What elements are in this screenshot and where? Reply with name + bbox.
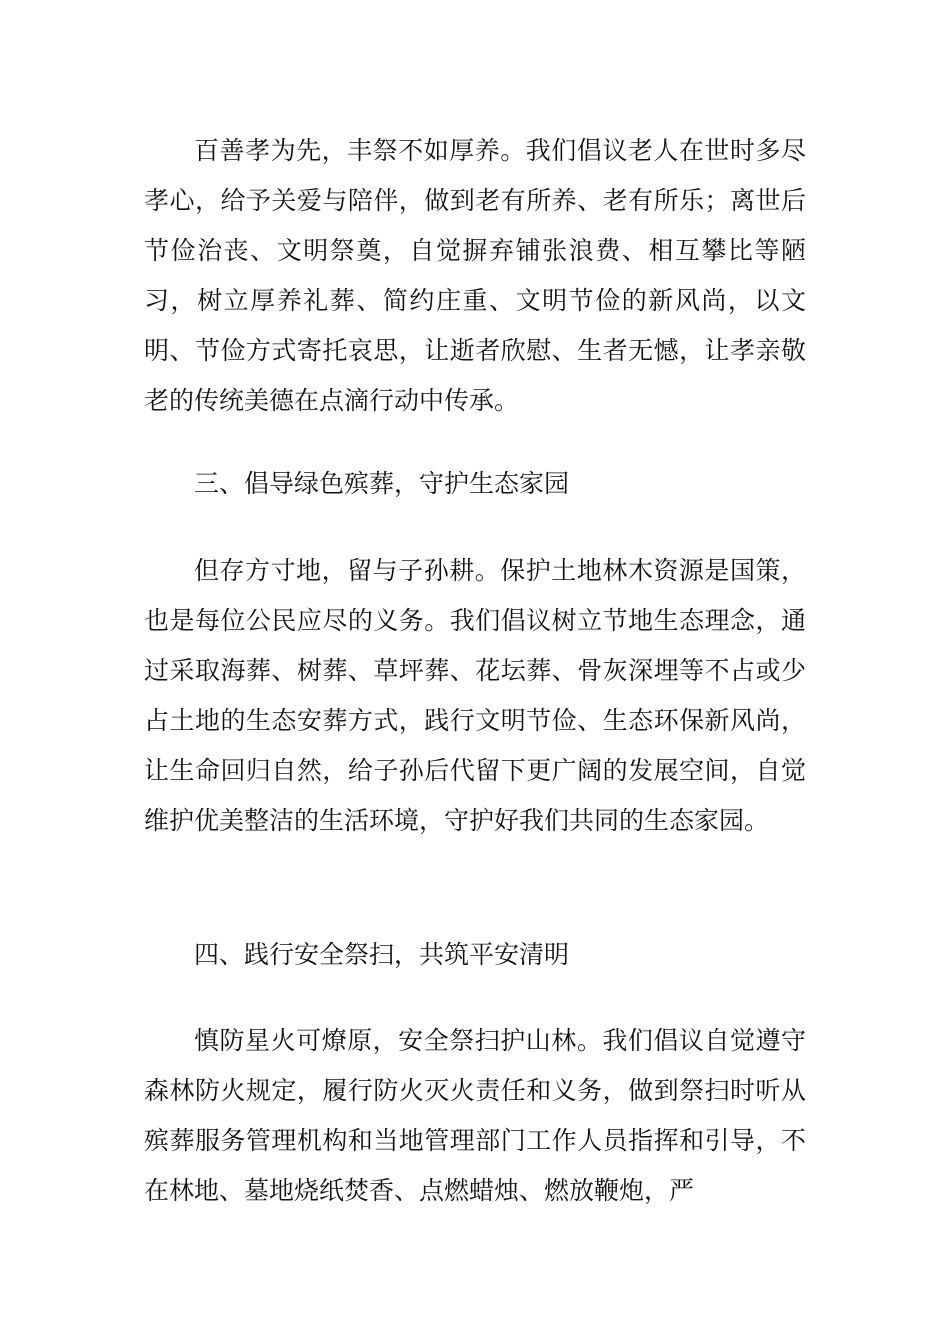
paragraph-green-burial: 但存方寸地，留与子孙耕。保护土地林木资源是国策，也是每位公民应尽的义务。我们倡议树立节地生态理念，通过采取海葬、树葬、草坪葬、花坛葬、骨灰深埋等不占或少占土地的生态安葬方式，践行文明节俭、生态环保新风尚，让生命回归自然，给子孙后代留下更广阔的发展空间，自觉维护优美整洁的生活环境，守护好我们共同的生态家园。 [144, 556, 806, 835]
section-heading-safe-sweeping: 四、践行安全祭扫，共筑平安清明 [194, 940, 570, 969]
paragraph-filial-piety: 百善孝为先，丰祭不如厚养。我们倡议老人在世时多尽孝心，给予关爱与陪伴，做到老有所养、老有所乐；离世后节俭治丧、文明祭奠，自觉摒弃铺张浪费、相互攀比等陋习，树立厚养礼葬、简约庄重、文明节俭的新风尚，以文明、节俭方式寄托哀思，让逝者欣慰、生者无憾，让孝亲敬老的传统美德在点滴行动中传承。 [144, 136, 806, 415]
section-heading-green-burial: 三、倡导绿色殡葬，守护生态家园 [194, 469, 570, 498]
paragraph-safe-sweeping: 慎防星火可燎原，安全祭扫护山林。我们倡议自觉遵守森林防火规定，履行防火灭火责任和义务，做到祭扫时听从殡葬服务管理机构和当地管理部门工作人员指挥和引导，不在林地、墓地烧纸焚香、点燃蜡烛、燃放鞭炮，严 [144, 1026, 806, 1205]
